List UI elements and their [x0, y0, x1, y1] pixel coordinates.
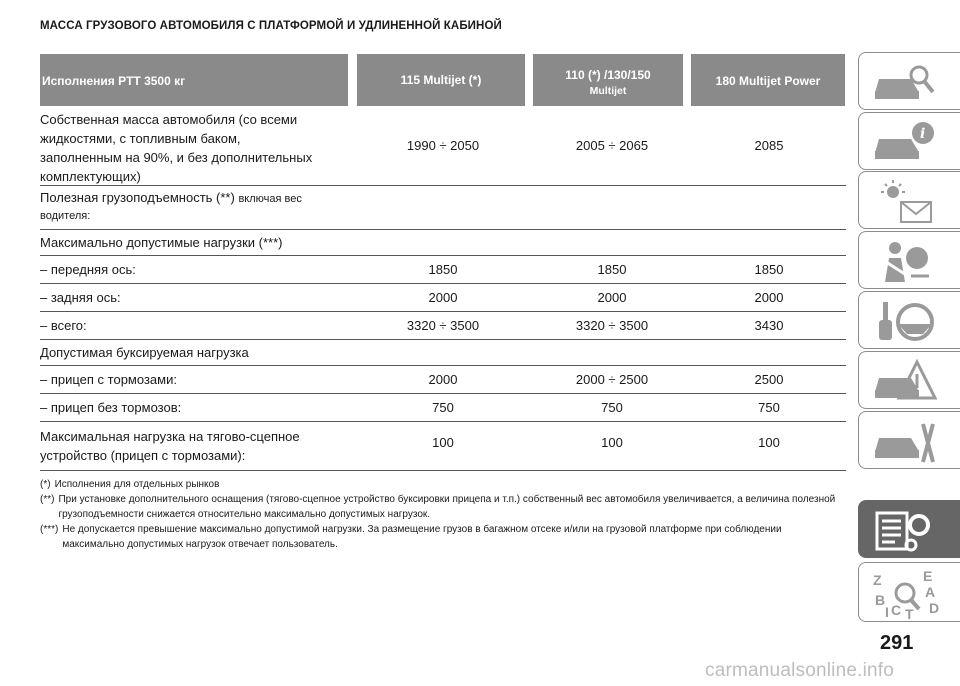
row-label: Допустимая буксируемая нагрузка	[40, 345, 249, 360]
table-row	[40, 186, 846, 230]
value-cell: 100	[601, 435, 623, 450]
value-cell: 100	[432, 435, 454, 450]
watermark: carmanualsonline.info	[705, 660, 895, 681]
value-cell: 750	[758, 400, 780, 415]
car-search-icon	[871, 59, 937, 107]
value-cell: 1850	[597, 262, 627, 277]
svg-text:B: B	[875, 592, 886, 608]
car-service-wrench-icon	[871, 418, 937, 466]
svg-text:A: A	[925, 584, 936, 600]
row-label: – передняя ось:	[40, 262, 136, 277]
tab-starting-driving[interactable]	[858, 291, 960, 349]
footnote: (***) Не допускается превышение максимально допустимой нагрузки. За размещение грузов в багажном отсеке и/или на грузовой платформе при соблюдении максимально допустимых нагрузок отвечает пользователь.	[40, 524, 782, 550]
table-row	[40, 340, 846, 366]
svg-text:C: C	[891, 602, 902, 618]
header-col-version: Исполнения PTT 3500 кг	[40, 54, 348, 106]
svg-text:D: D	[929, 600, 940, 616]
table-row	[40, 230, 846, 256]
footnotes	[40, 477, 840, 552]
airbag-person-icon	[871, 238, 937, 286]
value-cell: 3320 ÷ 3500	[406, 318, 480, 333]
page-number: 291	[880, 632, 914, 654]
row-label: Максимальная нагрузка на тягово-сцепное устройство (прицеп с тормозами):	[40, 429, 300, 463]
table-row	[40, 106, 846, 186]
value-cell: 1990 ÷ 2050	[406, 138, 480, 153]
value-cell: 2000	[428, 290, 458, 305]
value-cell: 2085	[754, 138, 784, 153]
tab-alphabetical-index[interactable]	[858, 562, 960, 622]
value-cell: 2000	[597, 290, 627, 305]
car-breakdown-warning-icon	[871, 358, 937, 406]
footnote: (**) При установке дополнительного оснащения (тягово-сцепное устройство буксировки прицепа и т.п.) собственный вес автомобиля увеличивается, а величина полезной грузоподъемности снижается относительно максимально допустимых нагрузок.	[40, 494, 836, 520]
value-cell: 750	[601, 400, 623, 415]
svg-text:I: I	[885, 604, 889, 620]
value-cell: 750	[432, 400, 454, 415]
tab-warning-lights[interactable]	[858, 171, 960, 229]
value-cell: 2500	[754, 372, 784, 387]
header-col-180-power: 180 Multijet Power	[691, 54, 845, 106]
tab-car-search[interactable]	[858, 52, 960, 110]
svg-text:Z: Z	[873, 572, 882, 588]
car-info-icon	[871, 119, 937, 167]
value-cell: 2005 ÷ 2065	[575, 138, 649, 153]
tab-safety[interactable]	[858, 231, 960, 289]
row-label: – прицеп без тормозов:	[40, 400, 182, 415]
row-label: – задняя ось:	[40, 290, 121, 305]
svg-text:i: i	[920, 126, 926, 142]
specs-settings-icon	[871, 507, 937, 555]
tab-maintenance[interactable]	[858, 411, 960, 469]
table-row	[40, 422, 846, 471]
svg-text:E: E	[923, 569, 933, 584]
tab-technical-data[interactable]	[858, 500, 960, 558]
table-row	[40, 284, 846, 312]
header-col-115-multijet: 115 Multijet (*)	[357, 54, 525, 106]
value-cell: 1850	[754, 262, 784, 277]
value-cell: 3430	[754, 318, 784, 333]
value-cell: 3320 ÷ 3500	[575, 318, 649, 333]
page-title: МАССА ГРУЗОВОГО АВТОМОБИЛЯ С ПЛАТФОРМОЙ И УДЛИНЕННОЙ КАБИНОЙ	[40, 20, 502, 32]
value-cell: 2000 ÷ 2500	[575, 372, 649, 387]
row-label: – всего:	[40, 318, 87, 333]
row-label: Полезная грузоподъемность (**) включая вес водителя:	[40, 190, 302, 222]
row-label: Максимально допустимые нагрузки (***)	[40, 235, 283, 250]
key-steering-wheel-icon	[871, 298, 937, 346]
row-label: Собственная масса автомобиля (со всеми жидкостями, с топливным баком, заполненным на 90%, и без дополнительных комплектующих)	[40, 112, 313, 184]
value-cell: 100	[758, 435, 780, 450]
row-label: – прицеп с тормозами:	[40, 372, 177, 387]
table-row	[40, 256, 846, 284]
table-row	[40, 394, 846, 422]
value-cell: 1850	[428, 262, 458, 277]
table-row	[40, 366, 846, 394]
table-row	[40, 312, 846, 340]
svg-text:T: T	[905, 606, 914, 621]
footnote: (*) Исполнения для отдельных рынков	[40, 479, 220, 490]
value-cell: 2000	[754, 290, 784, 305]
value-cell: 2000	[428, 372, 458, 387]
alphabet-index-icon	[871, 569, 941, 621]
tab-emergency[interactable]	[858, 351, 960, 409]
tab-car-info[interactable]	[858, 112, 960, 170]
warning-light-mail-icon	[871, 178, 937, 226]
header-col-110-130-150: 110 (*) /130/150 Multijet	[533, 54, 683, 106]
